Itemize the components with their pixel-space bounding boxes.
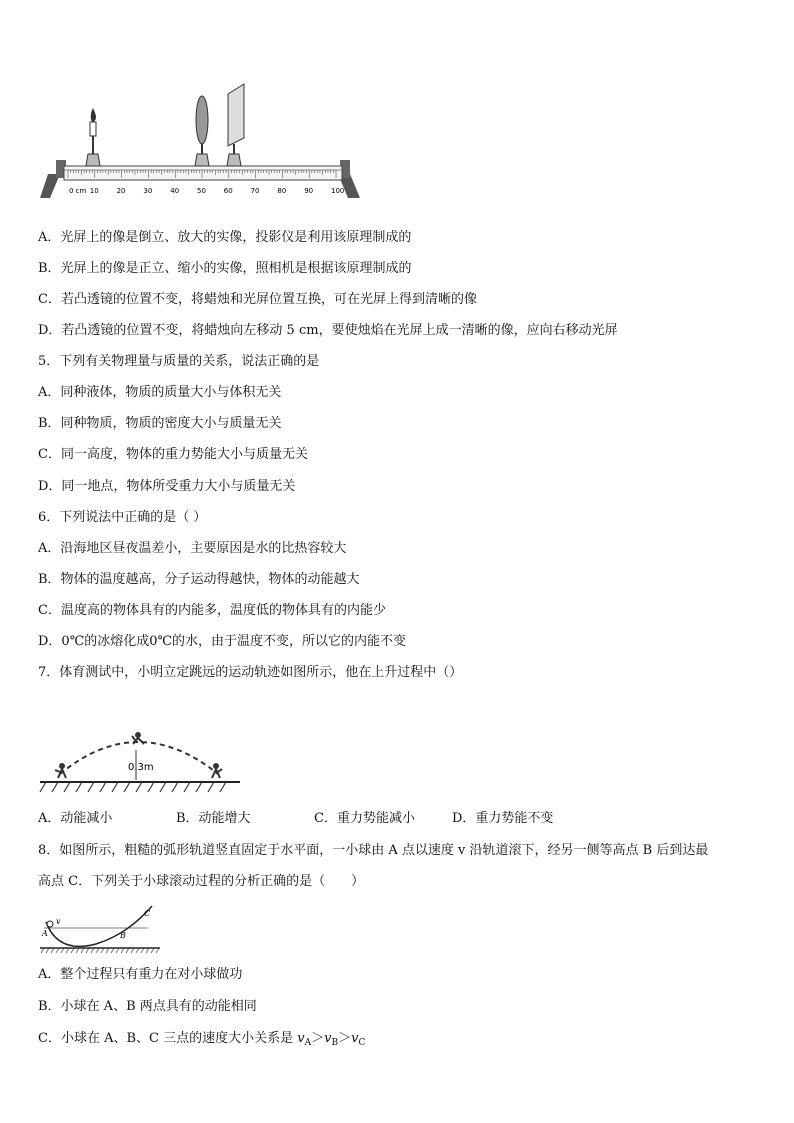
arc-track: [46, 906, 152, 946]
q5-option-d: D．同一地点，物体所受重力大小与质量无关: [38, 479, 296, 494]
hatch-line: [184, 782, 190, 792]
scale-label: 20: [116, 187, 126, 195]
scale-label: 100: [331, 187, 345, 195]
q6-option-a: A．沿海地区昼夜温差小，主要原因是水的比热容较大: [38, 541, 347, 556]
hatch-line: [148, 782, 154, 792]
q8-option-c: [38, 1031, 365, 1051]
hatch-line: [136, 782, 142, 792]
scale-label: 60: [223, 187, 233, 195]
optical-bench-figure: [38, 82, 368, 200]
sub-c: C: [358, 1038, 366, 1048]
jumper-end-icon: [212, 763, 222, 778]
light-screen-icon: [227, 84, 244, 166]
candle-icon: [86, 108, 100, 166]
v-symbol: v: [324, 1031, 332, 1046]
hatch-line: [112, 782, 118, 792]
q8-option-c-prefix: C．小球在 A、B、C 三点的速度大小关系是: [38, 1031, 298, 1046]
point-b-label: B: [120, 931, 126, 940]
scale-label: 10: [89, 187, 99, 195]
scale-label: 30: [143, 187, 153, 195]
v-symbol: v: [351, 1031, 359, 1046]
scale-label: 90: [304, 187, 314, 195]
ground-hatch: [40, 782, 226, 792]
hatch-line: [88, 782, 94, 792]
convex-lens-icon: [195, 96, 209, 166]
hatch-line: [208, 782, 214, 792]
hatch-line: [196, 782, 202, 792]
hatch-line: [160, 782, 166, 792]
ball-icon: [47, 921, 53, 927]
q4-option-d: D．若凸透镜的位置不变，将蜡烛向左移动 5 cm，要使烛焰在光屏上成一清晰的像，应向右移动光屏: [38, 323, 618, 338]
q7-option-a: A．动能减小: [38, 811, 113, 826]
q6-option-d: D．0℃的冰熔化成0℃的水，由于温度不变，所以它的内能不变: [38, 634, 407, 649]
q7-stem: 7．体育测试中，小明立定跳远的运动轨迹如图所示，他在上升过程中（）: [38, 665, 463, 680]
q5-option-a: A．同种液体，物质的质量大小与体积无关: [38, 385, 282, 400]
hatch-line: [220, 782, 226, 792]
height-label: 0.3m: [128, 762, 154, 773]
velocity-label: v: [56, 917, 61, 926]
hatch-line: [100, 782, 106, 792]
q6-option-b: B．物体的温度越高，分子运动得越快，物体的动能越大: [38, 572, 360, 587]
q8-stem-line2: 高点 C．下列关于小球滚动过程的分析正确的是（ ）: [38, 874, 365, 889]
sub-b: B: [331, 1038, 339, 1048]
point-c-label: C: [144, 909, 151, 918]
hatch-line: [40, 782, 46, 792]
scale-label: 50: [197, 187, 206, 195]
long-jump-figure: [38, 722, 242, 800]
sub-a: A: [304, 1038, 312, 1048]
hatch-line: [64, 782, 70, 792]
scale-label: 0 cm: [69, 187, 87, 195]
q6-stem: 6．下列说法中正确的是（ ）: [38, 510, 207, 525]
q7-option-d: D．重力势能不变: [452, 811, 554, 826]
scale-label: 80: [277, 187, 287, 195]
hatch-line: [124, 782, 130, 792]
gt-symbol: ＞: [311, 1031, 325, 1046]
gt-symbol: ＞: [338, 1031, 352, 1046]
q5-option-c: C．同一高度，物体的重力势能大小与质量无关: [38, 447, 308, 462]
v-symbol: v: [297, 1031, 305, 1046]
q7-option-c: C．重力势能减小: [314, 811, 415, 826]
hatch-line: [172, 782, 178, 792]
q7-option-b: B．动能增大: [176, 811, 251, 826]
q8-stem-line1: 8．如图所示，粗糙的弧形轨道竖直固定于水平面，一小球由 A 点以速度 v 沿轨道滚下，经另一侧等高点 B 后到达最: [38, 843, 709, 858]
scale-label: 70: [250, 187, 260, 195]
q6-option-c: C．温度高的物体具有的内能多，温度低的物体具有的内能少: [38, 603, 386, 618]
arc-track-figure: [38, 900, 162, 958]
q8-option-b: B．小球在 A、B 两点具有的动能相同: [38, 999, 257, 1014]
q5-option-b: B．同种物质，物质的密度大小与质量无关: [38, 416, 282, 431]
hatch-line: [52, 782, 58, 792]
jumper-start-icon: [55, 763, 66, 778]
q4-option-b: B．光屏上的像是正立、缩小的实像，照相机是根据该原理制成的: [38, 261, 412, 276]
q4-option-a: A．光屏上的像是倒立、放大的实像，投影仪是利用该原理制成的: [38, 230, 412, 245]
hatch-line: [76, 782, 82, 792]
q8-option-a: A．整个过程只有重力在对小球做功: [38, 967, 243, 982]
point-a-label: A: [42, 929, 48, 938]
q5-stem: 5．下列有关物理量与质量的关系，说法正确的是: [38, 354, 320, 369]
q4-option-c: C．若凸透镜的位置不变，将蜡烛和光屏位置互换，可在光屏上得到清晰的像: [38, 292, 477, 307]
scale-label: 40: [170, 187, 180, 195]
